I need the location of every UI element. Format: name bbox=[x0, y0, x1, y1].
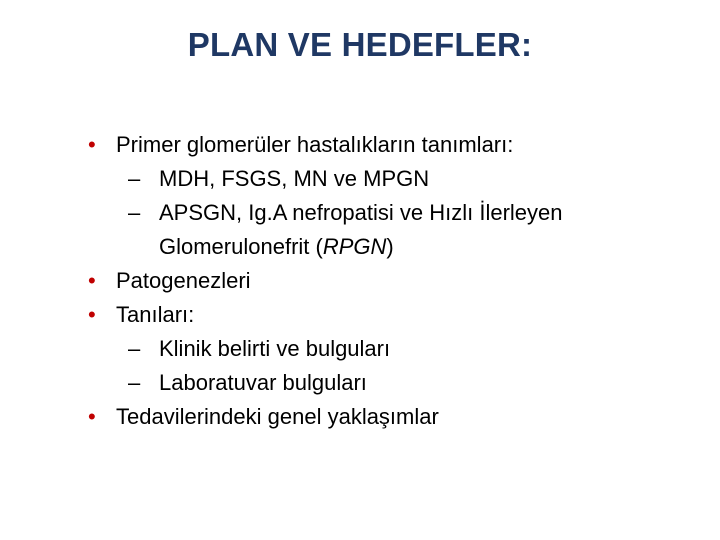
list-item-text: Primer glomerüler hastalıkların tanımları: bbox=[116, 132, 514, 157]
list-item-text: Tanıları: bbox=[116, 302, 195, 327]
dash-icon: – bbox=[128, 336, 141, 361]
list-item bbox=[86, 400, 686, 434]
continuation-suffix: ) bbox=[386, 234, 394, 259]
list-item bbox=[86, 264, 686, 298]
sub-list-item bbox=[86, 332, 686, 366]
list-item bbox=[86, 128, 686, 162]
list-item-text: Patogenezleri bbox=[116, 268, 251, 293]
sub-list-item-text: APSGN, Ig.A nefropatisi ve Hızlı İlerleyen bbox=[159, 200, 563, 225]
list-item bbox=[86, 298, 686, 332]
sub-list-item bbox=[86, 366, 686, 400]
dash-icon: – bbox=[128, 370, 141, 395]
rpgn-abbreviation: RPGN bbox=[322, 234, 387, 259]
sub-list-item-continuation bbox=[159, 230, 686, 264]
sub-list-item-text: Klinik belirti ve bulguları bbox=[159, 336, 391, 361]
sub-list-item-text: MDH, FSGS, MN ve MPGN bbox=[159, 166, 430, 191]
bullet-icon: • bbox=[88, 404, 96, 429]
sub-list-item bbox=[86, 196, 686, 264]
sub-list-item bbox=[86, 162, 686, 196]
dash-icon: – bbox=[128, 166, 141, 191]
bullet-icon: • bbox=[88, 132, 96, 157]
bullet-list bbox=[86, 128, 686, 434]
bullet-icon: • bbox=[88, 268, 96, 293]
list-item-text: Tedavilerindeki genel yaklaşımlar bbox=[116, 404, 439, 429]
bullet-icon: • bbox=[88, 302, 96, 327]
dash-icon: – bbox=[128, 200, 141, 225]
continuation-prefix: Glomerulonefrit ( bbox=[159, 234, 323, 259]
sub-list-item-text: Laboratuvar bulguları bbox=[159, 370, 367, 395]
slide-title: PLAN VE HEDEFLER: bbox=[187, 26, 533, 63]
